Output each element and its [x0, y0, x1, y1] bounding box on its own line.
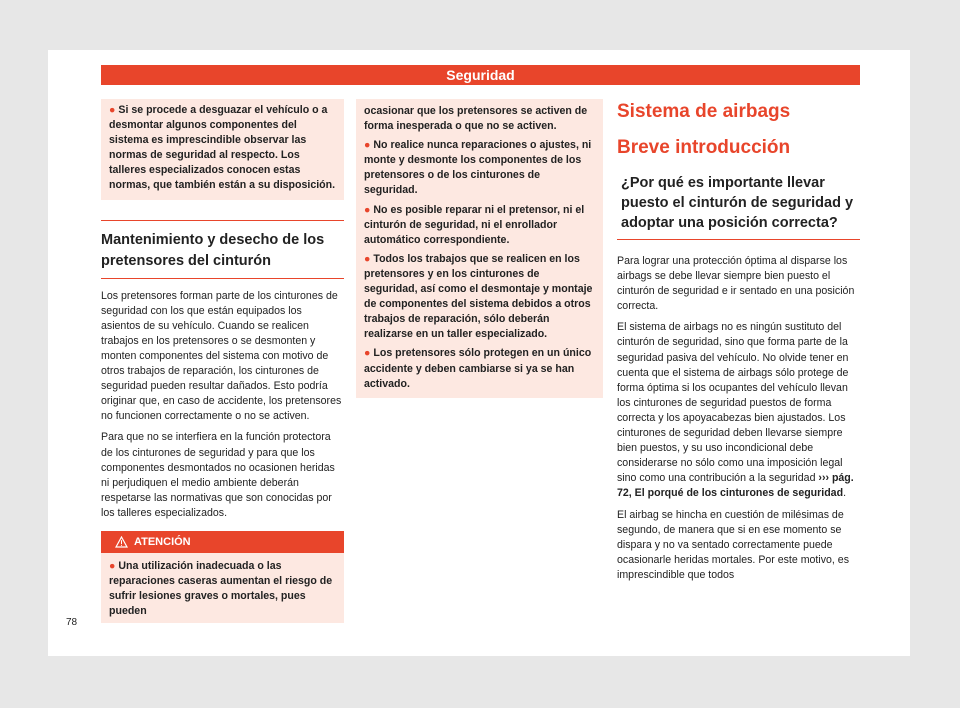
- atencion-box: [101, 531, 344, 623]
- warning-continuation: ocasionar que los pretensores se activen de forma inesperada o que no se activen.: [364, 105, 588, 133]
- bullet-icon: ●: [364, 139, 371, 152]
- bullet-icon: ●: [364, 347, 371, 360]
- bullet-icon: ●: [109, 104, 116, 116]
- column-left: [101, 99, 344, 623]
- chapter-title: Sistema de airbags: [617, 101, 791, 122]
- warning-bullet: ● No es posible reparar ni el pretensor, ni el cinturón de seguridad, ni el enrollador automático correspondiente.: [364, 203, 585, 246]
- paragraph: Los pretensores forman parte de los cinturones de seguridad con los que están equipados los asientos de su vehículo. Cuando se realicen trabajos en los pretensores o se desmonten y monten componentes del sistema con motivo de otros trabajos de reparación, los cinturones de seguridad pueden resultar dañados. Esto podría originar que, en caso de accidente, los pretensores no funcionen correctamente o no se activen.: [101, 289, 342, 423]
- bullet-icon: ●: [364, 252, 371, 265]
- paragraph: Para que no se interfiera en la función protectora de los cinturones de seguridad y para que los componentes desmontados no ocasionen heridas ni perjudiquen el medio ambiente deberán respetarse las normativas que son conocidas por los talleres especializados.: [101, 431, 335, 519]
- warning-bullet: ● Los pretensores sólo protegen en un único accidente y deben cambiarse si ya se han activado.: [364, 347, 592, 390]
- page-reference-link[interactable]: ››› pág. 72, El porqué de los cinturones de seguridad: [617, 472, 854, 500]
- question-heading: ¿Por qué es importante llevar puesto el cinturón de seguridad y adoptar una posición correcta?: [617, 173, 860, 240]
- atencion-label: ATENCIÓN: [134, 535, 191, 548]
- section-heading: Mantenimiento y desecho de los pretensores del cinturón: [101, 220, 344, 279]
- warning-bullet: ● No realice nunca reparaciones o ajustes, ni monte y desmonte los componentes de los pretensores o de los cinturones de seguridad.: [364, 139, 592, 197]
- column-right: [617, 99, 860, 589]
- chapter-subtitle: Breve introducción: [617, 137, 791, 158]
- paragraph: El sistema de airbags no es ningún sustituto del cinturón de seguridad, sino que forma parte de la seguridad pasiva del vehículo. No olvide tener en cuenta que el sistema de airbags sólo protege de forma óptima si los ocupantes del vehículo llevan los cinturones de seguridad puestos de forma correcta y los apoyacabezas bien ajustados. Los cinturones de seguridad deben llevarse siempre bien puestos, y su uso incondicional debe considerarse no sólo como una imposición legal sino como una contribución a la seguridad ››› pág. 72, El porqué de los cinturones de seguridad.: [617, 321, 854, 500]
- bullet-icon: ●: [109, 559, 116, 572]
- paragraph: Para lograr una protección óptima al disparse los airbags se debe llevar siempre bien puesto el cinturón de seguridad e ir sentado en una posición correcta.: [617, 255, 855, 313]
- atencion-box-continued: [356, 99, 603, 398]
- warning-bullet: ● Todos los trabajos que se realicen en los pretensores y en los cinturones de seguridad, así como el desmontaje y montaje de componentes del sistema debidos a otros trabajos de reparación, sólo deberán realizarse en un taller especializado.: [364, 252, 593, 341]
- body-text: [101, 289, 344, 521]
- bullet-icon: ●: [364, 203, 371, 216]
- page-header: Seguridad: [101, 65, 860, 85]
- paragraph: El airbag se hincha en cuestión de milésimas de segundo, de manera que si en ese momento se dispara y no va sentado correctamente puede ocasionarle heridas mortales. Por este motivo, es imprescindible que todos: [617, 508, 849, 581]
- warning-triangle-icon: [115, 536, 128, 548]
- page-number: 78: [66, 617, 78, 628]
- warning-bullet: ● Si se procede a desguazar el vehículo o a desmontar algunos componentes del sistema es imprescindible observar las normas de seguridad al respecto. Los talleres especializados conocen estas normas, que también están a su disposición.: [109, 104, 336, 192]
- atencion-body: ● Una utilización inadecuada o las reparaciones caseras aumentan el riesgo de sufrir lesiones graves o mortales, pues pueden: [101, 553, 344, 623]
- column-middle: [356, 99, 603, 398]
- body-text: [617, 254, 860, 583]
- warning-box-continued: [101, 99, 344, 200]
- atencion-header: [101, 531, 344, 553]
